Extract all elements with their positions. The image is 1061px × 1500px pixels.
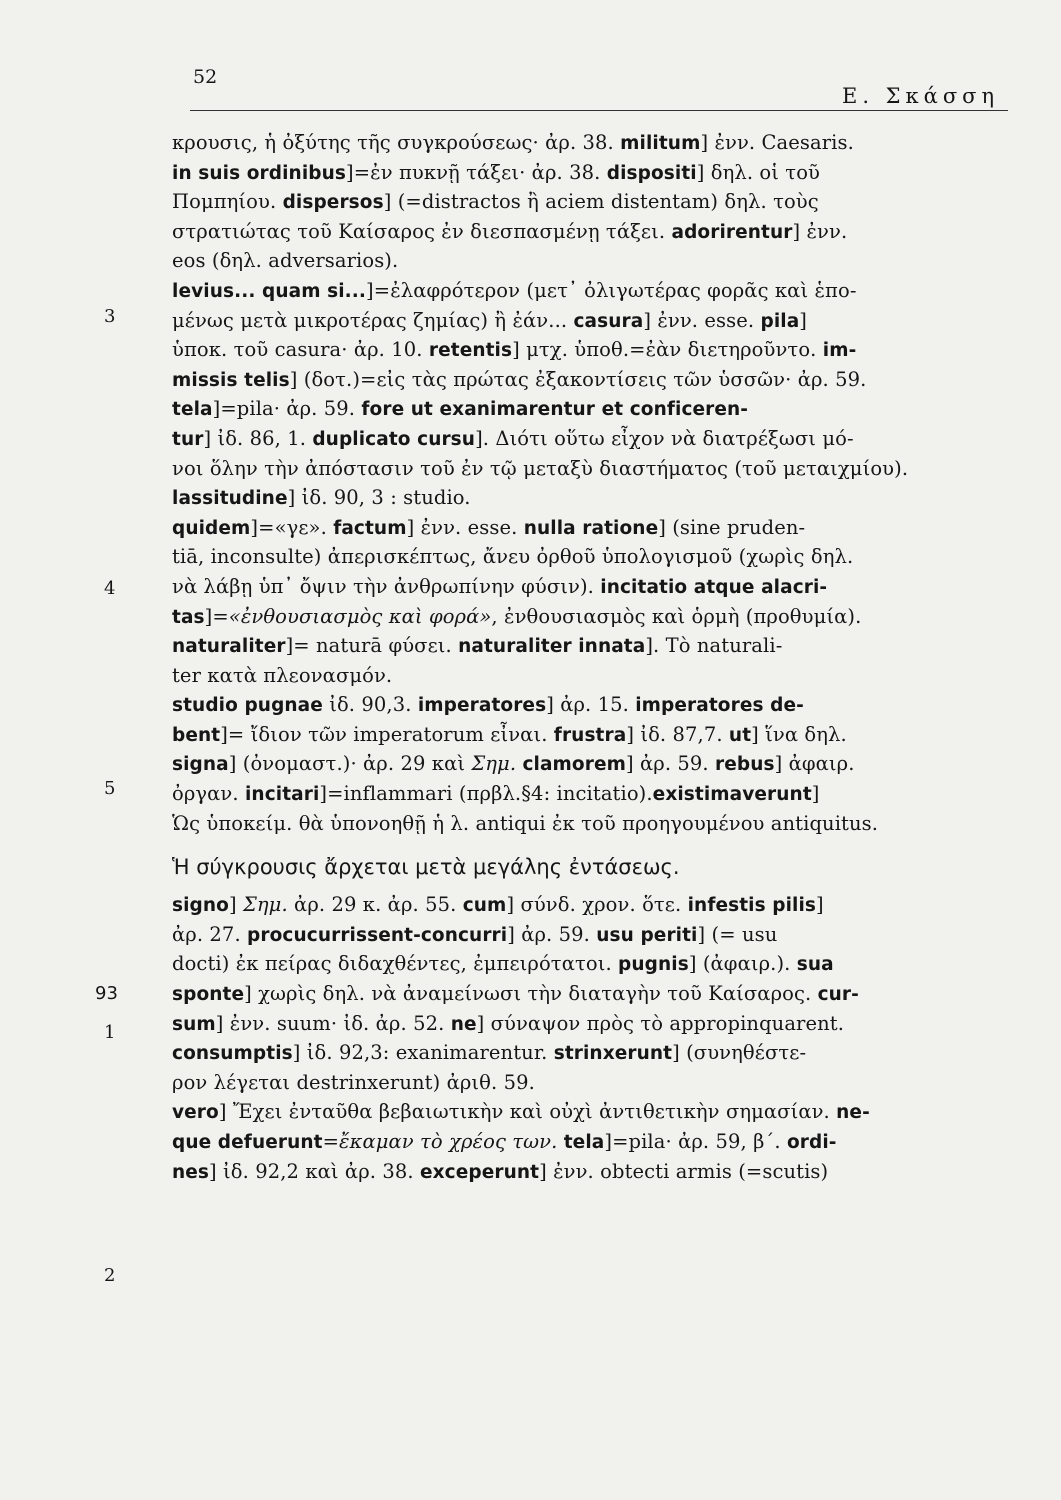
text-line [172, 631, 1010, 661]
lemma: infestis pilis [687, 895, 817, 917]
gloss-text: ] ἰδ. 87,7. [626, 722, 729, 746]
margin-number-4: 4 [104, 578, 116, 599]
text-line [172, 1038, 1010, 1068]
gloss-text: docti) ἐκ πείρας διδαχθέντες, ἐμπειρότατοι. [172, 952, 619, 976]
text-line [172, 779, 1010, 809]
gloss-text: ρον λέγεται destrinxerunt) ἀριθ. 59. [172, 1070, 535, 1094]
lemma: frustra [553, 724, 627, 746]
gloss-text: ] [811, 782, 820, 806]
lemma: que defuerunt [172, 1132, 323, 1153]
gloss-text: ἀρ. 29 κ. ἀρ. 55. [287, 893, 463, 917]
gloss-text: ] ἀρ. 15. [546, 693, 636, 717]
gloss-text: ] ἵνα δηλ. [751, 722, 847, 746]
lemma: incitatio atque alacri- [600, 576, 828, 598]
gloss-text: ]= naturā φύσει. [285, 634, 459, 658]
gloss-text: ] ἰδ. 92,2 καὶ ἀρ. 38. [209, 1159, 420, 1183]
text-line [172, 483, 1010, 513]
lemma: vero [172, 1102, 219, 1124]
gloss-text: ]= [204, 604, 229, 628]
gloss-text: ] [799, 308, 808, 332]
text-line [172, 217, 1010, 247]
gloss-text: ] σύνδ. χρον. ὅτε. [506, 893, 688, 917]
lemma: clamorem [522, 754, 626, 776]
lemma: factum [333, 517, 407, 539]
gloss-text: νὰ λάβῃ ὑπ᾽ ὄψιν τὴν ἀνθρωπίνην φύσιν). [172, 574, 601, 598]
gloss-text: ] σύναψον πρὸς τὸ appropinquarent. [476, 1011, 845, 1035]
lemma: lassitudine [172, 488, 288, 510]
lemma: imperatores [417, 695, 547, 717]
lemma: existimaverunt [652, 784, 812, 806]
gloss-text: ]. Τὸ naturali- [645, 634, 783, 658]
gloss-text: tiā, inconsulte) ἀπερισκέπτως, ἄνευ ὀρθοῦ ὑπολογισμοῦ (χωρὶς δηλ. [172, 545, 854, 569]
gloss-text: ] ἀφαιρ. [774, 752, 855, 776]
lemma: sua [796, 954, 834, 976]
commentary-text [172, 128, 1010, 1186]
text-line [172, 661, 1010, 691]
text-line [172, 542, 1010, 572]
gloss-text: στρατιώτας τοῦ Καίσαρος ἐν διεσπασμένῃ τάξει. [172, 219, 672, 243]
gloss-text: Πομπηίου. [172, 190, 283, 214]
text-line [172, 1068, 1010, 1098]
gloss-text: = [322, 1130, 340, 1153]
lemma: procucurrissent-concurri [247, 924, 508, 946]
gloss-text: ] χωρὶς δηλ. νὰ ἀναμείνωσι τὴν διαταγὴν τοῦ Καίσαρος. [244, 982, 818, 1006]
gloss-text: ]=pila· ἀρ. 59. [212, 397, 362, 421]
lemma: fore ut exanimarentur et conficeren- [361, 399, 749, 421]
lemma: in suis ordinibus [172, 162, 346, 184]
gloss-text: ] ἐνν. esse. [406, 515, 524, 539]
lemma: levius... quam si... [172, 280, 367, 302]
lemma: pugnis [618, 954, 689, 976]
gloss-text: ]=«γε». [250, 515, 334, 539]
lemma: cur- [817, 984, 859, 1006]
gloss-text: ]=inflammari (πρβλ.§4: incitatio). [319, 782, 653, 806]
gloss-text: ] (ὀνομαστ.)· ἀρ. 29 καὶ [228, 752, 472, 776]
margin-number-3: 3 [104, 306, 116, 327]
lemma: adorirentur [671, 221, 793, 243]
margin-number-1: 1 [104, 1022, 116, 1043]
gloss-text: ter κατὰ πλεονασμόν. [172, 663, 393, 687]
lemma: consumptis [172, 1043, 293, 1065]
text-line [172, 920, 1010, 950]
section-heading: Ἡ σύγκρουσις ἄρχεται μετὰ μεγάλης ἐντάσεως. [172, 855, 680, 880]
lemma: signa [172, 754, 229, 776]
running-title: Ε. Σκάσση [842, 84, 1000, 108]
gloss-text: ] ἐνν. suum· ἰδ. ἀρ. 52. [215, 1011, 451, 1035]
gloss-text: ὀργαν. [172, 782, 245, 806]
gloss-text: ] ἰδ. 86, 1. [203, 426, 313, 450]
lemma: ordi- [786, 1132, 837, 1153]
margin-number-5: 5 [104, 778, 116, 799]
text-line [172, 424, 1010, 454]
lemma: dispersos [282, 192, 384, 214]
text-line [172, 809, 1010, 839]
gloss-text: ] [816, 893, 824, 917]
lemma: tela [563, 1132, 605, 1153]
gloss-text: eos (δηλ. adversarios). [172, 249, 399, 273]
lemma: dispositi [606, 162, 697, 184]
lemma: rebus [715, 754, 775, 776]
lemma: bent [172, 724, 221, 746]
gloss-text: ]=pila· ἀρ. 59, β΄. [604, 1130, 787, 1153]
text-line [172, 335, 1010, 365]
gloss-text: Ὡς ὑποκείμ. θὰ ὑπονοηθῇ ἡ λ. antiqui ἐκ τοῦ προηγουμένου antiquitus. [172, 811, 879, 835]
gloss-text: ] (sine pruden- [658, 515, 806, 539]
gloss-text: ] [228, 893, 243, 917]
lemma: studio pugnae [172, 695, 323, 717]
lemma: retentis [428, 340, 513, 362]
lemma: quidem [172, 517, 251, 539]
gloss-text: μένως μετὰ μικροτέρας ζημίας) ἢ ἐάν... [172, 308, 574, 332]
gloss-text: Σημ. [471, 752, 517, 776]
lemma: exceperunt [419, 1161, 540, 1183]
text-line [172, 1127, 1010, 1157]
lemma: nes [172, 1161, 210, 1183]
lemma: militum [620, 133, 701, 154]
text-line [172, 246, 1010, 276]
text-line [172, 394, 1010, 424]
lemma: signo [172, 895, 229, 917]
text-line [172, 276, 1010, 306]
lemma: incitari [244, 784, 320, 806]
gloss-text: ] (= usu [697, 922, 778, 946]
gloss-text: νοι ὅλην τὴν ἀπόστασιν τοῦ ἐν τῷ μεταξὺ διαστήματος (τοῦ μεταιχμίου). [172, 456, 909, 480]
gloss-text: ] (συνηθέστε- [672, 1041, 807, 1065]
text-line [172, 979, 1010, 1009]
text-line [172, 306, 1010, 336]
lemma: missis telis [172, 369, 290, 391]
gloss-text: «ἐνθουσιασμὸς καὶ φορά» [228, 604, 492, 628]
gloss-text: ] ἰδ. 92,3: exanimarentur. [292, 1041, 554, 1065]
lemma: imperatores de- [635, 695, 804, 717]
lemma: casura [573, 310, 644, 332]
gloss-text: ] δηλ. οἱ τοῦ [696, 160, 820, 184]
lemma: tela [172, 399, 213, 421]
gloss-text: ] ἀρ. 59. [507, 922, 597, 946]
text-line [172, 513, 1010, 543]
lemma: tas [172, 606, 205, 628]
gloss-text: ] (δοτ.)=εἰς τὰς πρώτας ἐξακοντίσεις τῶν ὑσσῶν· ἀρ. 59. [289, 367, 867, 391]
text-line [172, 1097, 1010, 1127]
gloss-text: ] Ἔχει ἐνταῦθα βεβαιωτικὴν καὶ οὐχὶ ἀντιθετικὴν σημασίαν. [218, 1100, 837, 1124]
page-number: 52 [193, 66, 218, 88]
text-line [172, 890, 1010, 920]
text-line [172, 602, 1010, 632]
text-line [172, 690, 1010, 720]
gloss-text: ]=ἐν πυκνῇ τάξει· ἀρ. 38. [345, 160, 607, 184]
gloss-text: , ἐνθουσιασμὸς καὶ ὁρμὴ (προθυμία). [491, 604, 862, 628]
text-line [172, 949, 1010, 979]
lemma: sponte [172, 984, 245, 1006]
text-line [172, 187, 1010, 217]
gloss-text: ]= ἴδιον τῶν imperatorum εἶναι. [220, 722, 554, 746]
lemma: ne- [836, 1102, 870, 1124]
lemma: im- [822, 340, 857, 362]
lemma: naturaliter innata [458, 636, 646, 658]
gloss-text: ] ἰδ. 90, 3 : studio. [287, 486, 471, 510]
gloss-text: ]=ἐλαφρότερον (μετ᾽ ὀλιγωτέρας φορᾶς καὶ ἑπο- [366, 278, 857, 302]
lemma: sum [172, 1013, 216, 1035]
margin-number-2: 2 [104, 1265, 116, 1286]
gloss-text: ] (=distractos ἢ aciem distentam) δηλ. τοὺς [383, 190, 819, 214]
text-line [172, 1009, 1010, 1039]
gloss-text: ὑποκ. τοῦ casura· ἀρ. 10. [172, 338, 429, 362]
gloss-text: ] ἐνν. obtecti armis (=scutis) [539, 1159, 829, 1183]
lemma: strinxerunt [553, 1043, 673, 1065]
text-line [172, 572, 1010, 602]
text-line [172, 720, 1010, 750]
text-line [172, 1157, 1010, 1187]
lemma: ne [450, 1013, 477, 1035]
text-line [172, 158, 1010, 188]
text-line [172, 749, 1010, 779]
margin-number-93: 93 [95, 983, 118, 1004]
lemma: naturaliter [172, 636, 286, 658]
gloss-text: ] (ἀφαιρ.). [688, 952, 797, 976]
gloss-text: κρουσις, ἡ ὀξύτης τῆς συγκρούσεως· ἀρ. 38. [172, 131, 621, 154]
lemma: tur [172, 428, 204, 450]
gloss-text: ] ἐνν. [792, 219, 848, 243]
text-line [172, 365, 1010, 395]
gloss-text: ἔκαμαν τὸ χρέος των. [339, 1130, 558, 1153]
gloss-text: ] μτχ. ὑποθ.=ἐὰν διετηροῦντο. [512, 338, 823, 362]
gloss-text: ] ἐνν. Caesaris. [700, 131, 854, 154]
lemma: nulla ratione [523, 517, 659, 539]
gloss-text: ἀρ. 27. [172, 922, 248, 946]
lemma: usu periti [596, 924, 698, 946]
gloss-text: ]. Διότι οὕτω εἶχον νὰ διατρέξωσι μό- [475, 426, 854, 450]
lemma: cum [462, 895, 507, 917]
gloss-text: ] ἀρ. 59. [625, 752, 716, 776]
text-line [172, 454, 1010, 484]
gloss-text: ἰδ. 90,3. [322, 693, 418, 717]
text-line [172, 128, 1010, 158]
gloss-text: Σημ. [243, 893, 288, 917]
lemma: pila [760, 310, 800, 332]
gloss-text: ] ἐνν. esse. [643, 308, 761, 332]
header-rule [190, 110, 1008, 111]
lemma: duplicato cursu [312, 428, 476, 450]
lemma: ut [728, 724, 752, 746]
